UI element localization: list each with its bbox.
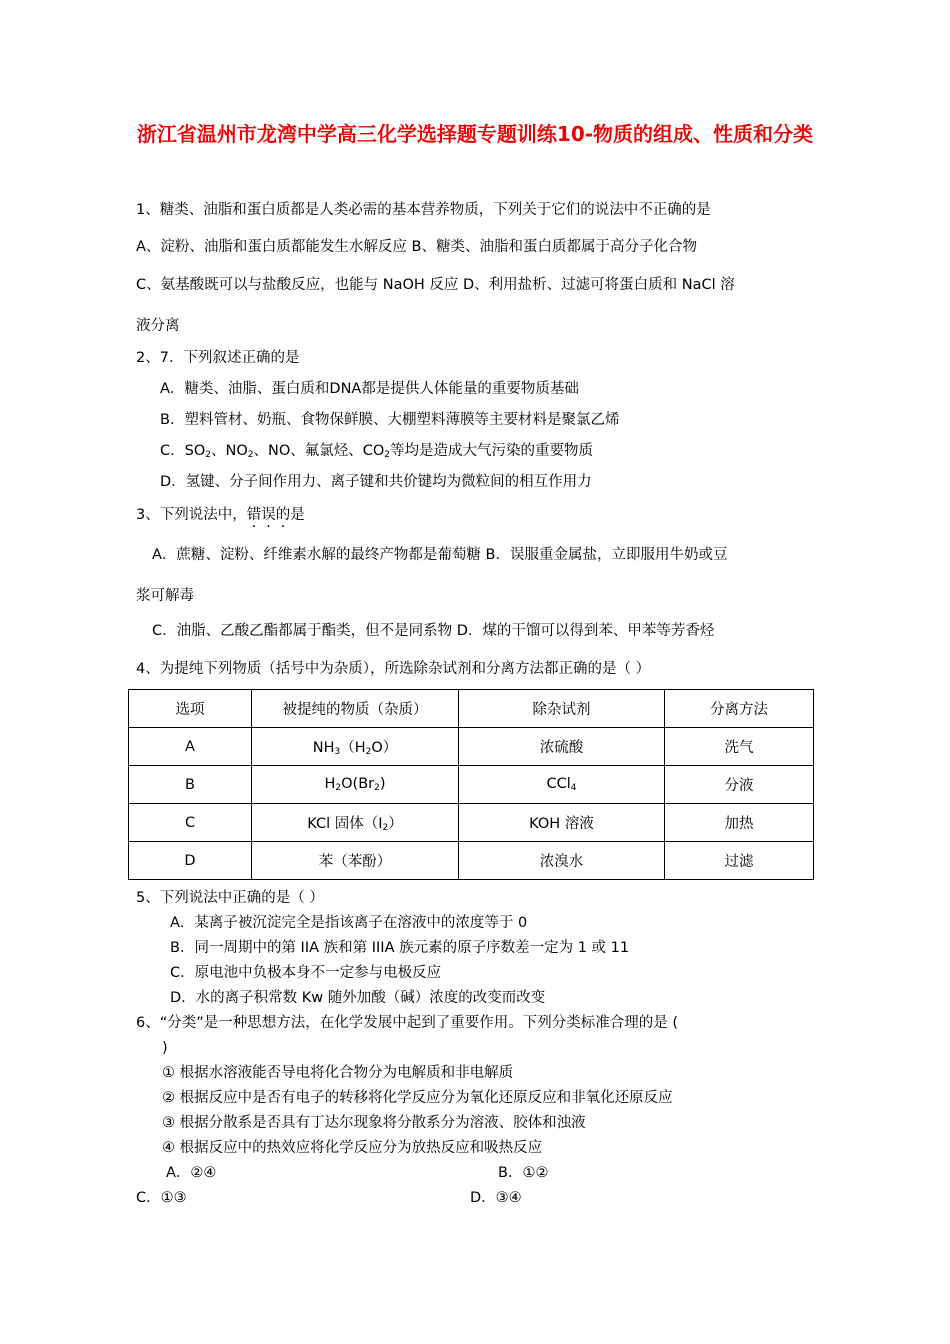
- table-header-cell: 分离方法: [665, 690, 814, 728]
- q3-options-cd: C．油脂、乙酸乙酯都属于酯类，但不是同系物 D．煤的干馏可以得到苯、甲苯等芳香烃: [152, 623, 715, 639]
- q5-option-c: C．原电池中负极本身不一定参与电极反应: [170, 965, 442, 981]
- q6-option-a: A．②④: [166, 1165, 217, 1181]
- q6-stem: 6、“分类”是一种思想方法，在化学发展中起到了重要作用。下列分类标准合理的是 (: [136, 1015, 679, 1031]
- q6-statement-1: ① 根据水溶液能否导电将化合物分为电解质和非电解质: [162, 1065, 514, 1081]
- table-cell-substance: KCl 固体$(I_2)$: [252, 804, 459, 842]
- q3-options-ab: A．蔗糖、淀粉、纤维素水解的最终产物都是葡萄糖 B．误服重金属盐，立即服用牛奶或豆: [152, 547, 728, 563]
- q4-options-table: [128, 689, 814, 880]
- q1-options-cd-continuation: 液分离: [136, 318, 180, 334]
- emphasis-char: 误: [261, 507, 276, 523]
- table-cell-method: 过滤: [665, 842, 814, 880]
- q6-statement-2: ② 根据反应中是否有电子的转移将化学反应分为氧化还原反应和非氧化还原反应: [162, 1090, 673, 1106]
- table-cell-reagent: CCl$_4$: [459, 766, 665, 804]
- q6-statement-4: ④ 根据反应中的热效应将化学反应分为放热反应和吸热反应: [162, 1140, 543, 1156]
- table-cell-reagent: 浓硫酸: [459, 728, 665, 766]
- q5-option-d: D．水的离子积常数 Kw 随外加酸（碱）浓度的改变而改变: [170, 990, 546, 1006]
- document-title: 浙江省温州市龙湾中学高三化学选择题专题训练10-物质的组成、性质和分类: [136, 122, 814, 146]
- table-header-cell: 被提纯的物质（杂质）: [252, 690, 459, 728]
- q1-stem: 1、糖类、油脂和蛋白质都是人类必需的基本营养物质，下列关于它们的说法中不正确的是: [136, 202, 711, 218]
- q5-option-b: B．同一周期中的第 IIA 族和第 IIIA 族元素的原子序数差一定为 1 或 11: [170, 940, 630, 956]
- table-header-cell: 选项: [129, 690, 252, 728]
- q6-statement-3: ③ 根据分散系是否具有丁达尔现象将分散系分为溶液、胶体和浊液: [162, 1115, 586, 1131]
- q2-option-b: B．塑料管材、奶瓶、食物保鲜膜、大棚塑料薄膜等主要材料是聚氯乙烯: [160, 412, 620, 428]
- table-cell-reagent: 浓溴水: [459, 842, 665, 880]
- emphasis-char: 错: [246, 507, 262, 523]
- q3-stem: 3、下列说法中，错误的是: [136, 507, 305, 523]
- q2-option-d: D．氢键、分子间作用力、离子键和共价键均为微粒间的相互作用力: [160, 474, 592, 490]
- q5-option-a: A．某离子被沉淀完全是指该离子在溶液中的浓度等于 0: [170, 915, 528, 931]
- table-cell-option: D: [129, 842, 252, 880]
- table-cell-substance: 苯（苯酚）: [252, 842, 459, 880]
- table-cell-option: B: [129, 766, 252, 804]
- table-row: [129, 766, 814, 804]
- q1-options-cd: C、氨基酸既可以与盐酸反应，也能与 NaOH 反应 D、利用盐析、过滤可将蛋白质和 NaCl 溶: [136, 277, 735, 293]
- table-cell-reagent: KOH 溶液: [459, 804, 665, 842]
- table-header-cell: 除杂试剂: [459, 690, 665, 728]
- table-row: [129, 804, 814, 842]
- q6-stem-continuation: ): [162, 1040, 168, 1056]
- table-cell-method: 分液: [665, 766, 814, 804]
- table-cell-option: A: [129, 728, 252, 766]
- q5-stem: 5、下列说法中正确的是（ ）: [136, 890, 324, 906]
- table-cell-option: C: [129, 804, 252, 842]
- table-cell-method: 加热: [665, 804, 814, 842]
- q6-option-d: D．③④: [470, 1190, 522, 1206]
- q6-option-c: C．①③: [136, 1190, 187, 1206]
- q6-option-b: B．①②: [498, 1165, 549, 1181]
- table-cell-method: 洗气: [665, 728, 814, 766]
- emphasis-char: 的: [275, 507, 291, 523]
- table-cell-substance: $H_2O(Br_2)$: [252, 766, 459, 804]
- q2-option-c: C．$SO_2$、$NO_2$、NO、氟氯烃、$CO_2$等均是造成大气污染的重要物质: [160, 443, 594, 460]
- q1-options-ab: A、淀粉、油脂和蛋白质都能发生水解反应 B、糖类、油脂和蛋白质都属于高分子化合物: [136, 239, 697, 255]
- q3-options-ab-continuation: 浆可解毒: [136, 588, 194, 604]
- table-cell-substance: $NH_3(H_2O)$: [252, 728, 459, 766]
- table-header-row: [129, 690, 814, 728]
- q2-stem: 2、7．下列叙述正确的是: [136, 350, 300, 366]
- table-row: [129, 842, 814, 880]
- table-row: [129, 728, 814, 766]
- q4-stem: 4、为提纯下列物质（括号中为杂质），所选除杂试剂和分离方法都正确的是（ ）: [136, 661, 651, 677]
- q2-option-a: A．糖类、油脂、蛋白质和DNA都是提供人体能量的重要物质基础: [160, 381, 579, 397]
